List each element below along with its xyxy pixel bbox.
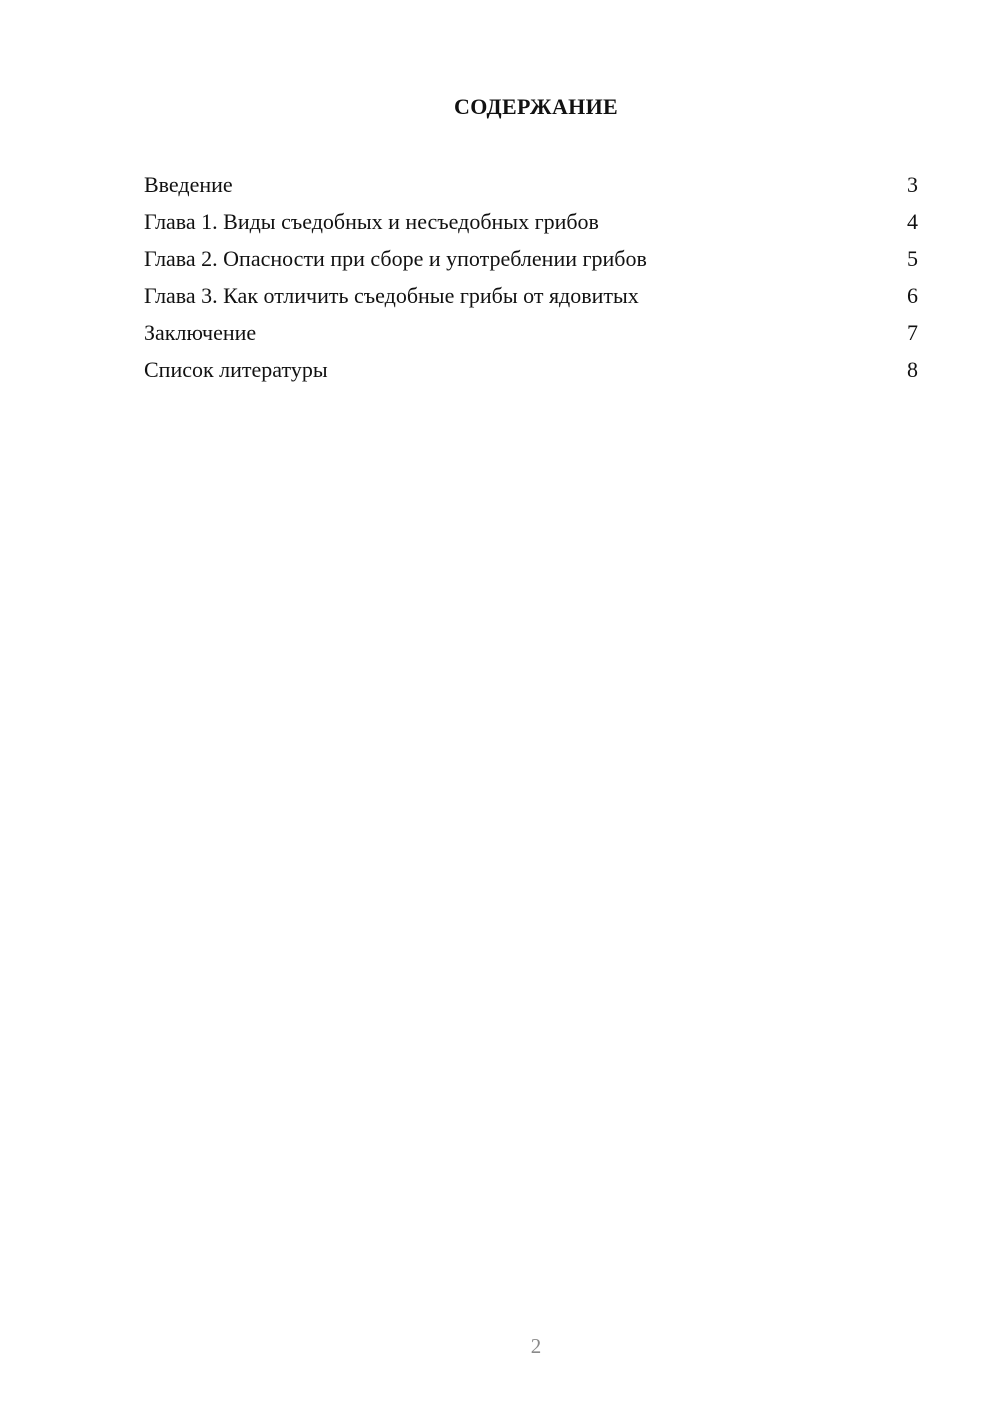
toc-entry-title: Глава 3. Как отличить съедобные грибы от ядовитых	[144, 283, 639, 308]
toc-entry	[144, 168, 920, 205]
toc-entry	[144, 205, 920, 242]
toc-entry-title: Глава 1. Виды съедобных и несъедобных грибов	[144, 209, 599, 234]
toc-entry-page: 8	[907, 357, 918, 382]
toc-entry-title: Введение	[144, 172, 233, 197]
toc-entry-page: 3	[907, 172, 918, 197]
toc-entry-page: 4	[907, 209, 918, 234]
toc-entry-title: Заключение	[144, 320, 257, 345]
toc-entry-title: Список литературы	[144, 357, 328, 382]
toc-entry	[144, 279, 920, 316]
toc-entry	[144, 353, 920, 390]
page-number: 2	[530, 1334, 542, 1358]
toc-list	[144, 168, 920, 390]
toc-heading: СОДЕРЖАНИЕ	[454, 94, 618, 119]
toc-entry-page: 6	[907, 283, 918, 308]
toc-entry-page: 5	[907, 246, 918, 271]
toc-entry	[144, 316, 920, 353]
toc-entry	[144, 242, 920, 279]
toc-entry-title: Глава 2. Опасности при сборе и употреблении грибов	[144, 246, 647, 271]
toc-entry-page: 7	[907, 320, 918, 345]
